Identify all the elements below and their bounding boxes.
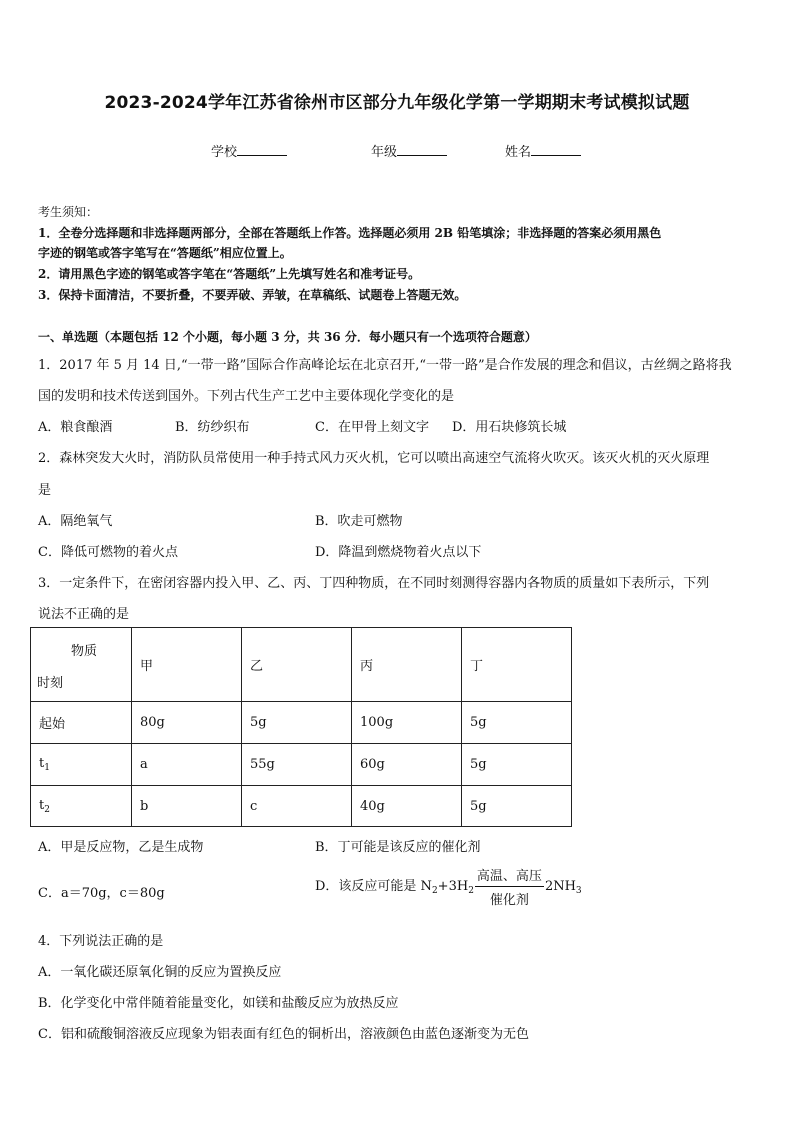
notice-item-1: 1．全卷分选择题和非选择题两部分，全部在答题纸上作答。选择题必须用 2B 铅笔填涂；非选择题的答案必须用黑色 [38, 226, 662, 240]
notice-item-2: 2．请用黑色字迹的钢笔或答字笔在“答题纸”上先填写姓名和准考证号。 [38, 267, 421, 281]
q2-stem-line2: 是 [38, 483, 52, 498]
q1-option-a: A．粮食酿酒 [38, 420, 113, 435]
q1-option-c: C．在甲骨上刻文字 [315, 420, 429, 435]
row-label: $t_2$ [31, 786, 132, 827]
table-row [31, 744, 572, 786]
q4-option-c: C．铝和硫酸铜溶液反应现象为铝表面有红色的铜析出，溶液颜色由蓝色逐渐变为无色 [38, 1027, 529, 1042]
q4-option-b: B．化学变化中常伴随着能量变化，如镁和盐酸反应为放热反应 [38, 996, 399, 1011]
q3-option-c: C．a＝70g，c＝80g [38, 886, 165, 901]
table-cell: 60g [352, 744, 462, 786]
q2-option-c: C．降低可燃物的着火点 [38, 545, 178, 560]
table-header-cell: 乙 [242, 628, 352, 702]
table-cell: 55g [242, 744, 352, 786]
school-blank [237, 142, 287, 156]
table-header-cell: 丙 [352, 628, 462, 702]
table-cell: 5g [462, 786, 572, 827]
mass-table [30, 627, 572, 827]
school-label: 学校 [211, 145, 238, 160]
q3-stem-line1: 3．一定条件下，在密闭容器内投入甲、乙、丙、丁四种物质，在不同时刻测得容器内各物质的质量如下表所示，下列 [38, 576, 710, 591]
row-label: 起始 [31, 702, 132, 744]
row-label: $t_1$ [31, 744, 132, 786]
grade-field [371, 141, 447, 160]
notice-item-1-cont: 字迹的钢笔或答字笔写在“答题纸”相应位置上。 [38, 246, 292, 260]
reaction-condition: $\frac{\text{高温、高压}}{\text{催化剂}}$ [475, 865, 544, 908]
table-cell: 5g [242, 702, 352, 744]
name-field [505, 141, 581, 160]
grade-label: 年级 [371, 145, 398, 160]
table-cell: a [132, 744, 242, 786]
name-blank [531, 142, 581, 156]
corner-time-label: 时刻 [37, 676, 64, 691]
notice-item-3: 3．保持卡面清洁，不要折叠，不要弄破、弄皱，在草稿纸、试题卷上答题无效。 [38, 288, 467, 302]
name-label: 姓名 [505, 145, 532, 160]
table-cell: 80g [132, 702, 242, 744]
table-cell: 40g [352, 786, 462, 827]
section-heading: 一、单选题（本题包括 12 个小题，每小题 3 分，共 36 分．每小题只有一个选项符合题意） [38, 330, 537, 344]
q1-stem-line1: 1．2017 年 5 月 14 日,“一带一路”国际合作高峰论坛在北京召开,“一带一路”是合作发展的理念和倡议，古丝绸之路将我 [38, 358, 732, 373]
q3-option-a: A．甲是反应物，乙是生成物 [38, 840, 204, 855]
q3-option-b: B．丁可能是该反应的催化剂 [315, 840, 481, 855]
table-cell: 5g [462, 744, 572, 786]
table-header-row [31, 628, 572, 702]
q1-option-b: B．纺纱织布 [175, 420, 250, 435]
q2-option-a: A．隔绝氧气 [38, 514, 113, 529]
table-header-cell: 丁 [462, 628, 572, 702]
notice-heading: 考生须知： [38, 205, 99, 219]
q4-stem: 4．下列说法正确的是 [38, 934, 164, 949]
q4-option-a: A．一氧化碳还原氧化铜的反应为置换反应 [38, 965, 282, 980]
q3-stem-line2: 说法不正确的是 [38, 607, 130, 622]
q2-option-d: D．降温到燃烧物着火点以下 [315, 545, 482, 560]
school-field [211, 141, 287, 160]
table-cell: 100g [352, 702, 462, 744]
table-cell: b [132, 786, 242, 827]
table-corner-cell [31, 628, 132, 702]
page-title: 2023-2024学年江苏省徐州市区部分九年级化学第一学期期末考试模拟试题 [104, 93, 690, 113]
table-row [31, 786, 572, 827]
table-cell: c [242, 786, 352, 827]
q1-stem-line2: 国的发明和技术传送到国外。下列古代生产工艺中主要体现化学变化的是 [38, 389, 455, 404]
q2-option-b: B．吹走可燃物 [315, 514, 403, 529]
corner-substance-label: 物质 [71, 644, 98, 659]
q3-option-d: D．该反应可能是 $N_2+3H_2$ $\frac{\text{高温、高压}}{\text{催化剂}}$ $2NH_3$ [315, 865, 582, 908]
table-row [31, 702, 572, 744]
table-header-cell: 甲 [132, 628, 242, 702]
q1-option-d: D．用石块修筑长城 [452, 420, 567, 435]
table-cell: 5g [462, 702, 572, 744]
grade-blank [397, 142, 447, 156]
q2-stem-line1: 2．森林突发大火时，消防队员常使用一种手持式风力灭火机，它可以喷出高速空气流将火吹灭。该灭火机的灭火原理 [38, 451, 710, 466]
